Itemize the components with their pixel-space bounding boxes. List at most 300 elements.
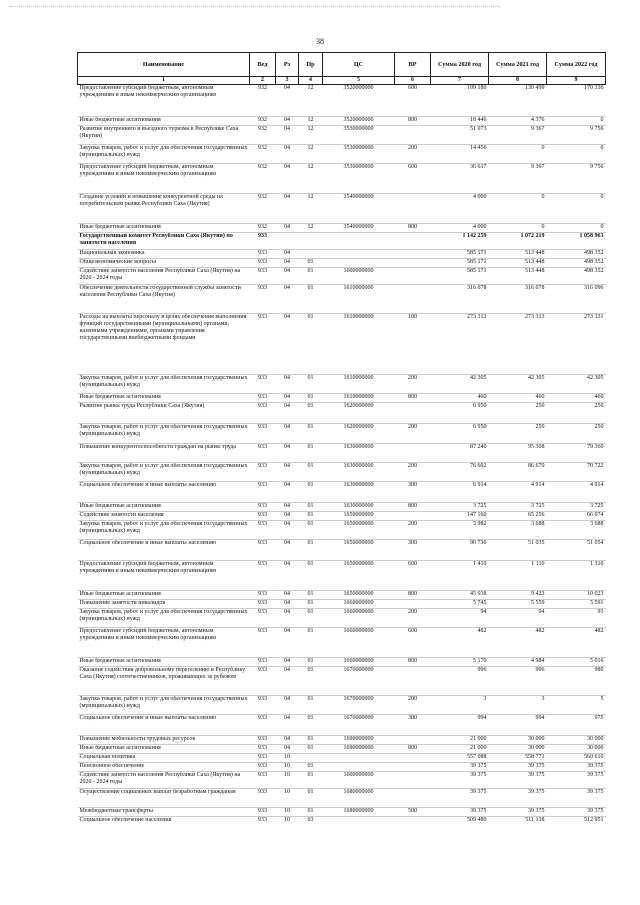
row-ved: 933 — [250, 754, 276, 763]
row-cs: 3540000000 — [323, 224, 395, 233]
row-sum-2021: 513 448 — [489, 250, 547, 259]
row-pr: 01 — [299, 503, 323, 512]
row-vr — [395, 789, 431, 808]
row-name: Повышение занятости инвалидов — [78, 600, 250, 609]
row-vr: 800 — [395, 591, 431, 600]
row-rz: 04 — [276, 482, 299, 503]
row-sum-2020: 585 171 — [431, 268, 489, 285]
row-vr: 800 — [395, 224, 431, 233]
row-sum-2021: 460 — [489, 394, 547, 403]
row-sum-2022: 3 725 — [547, 503, 606, 512]
row-sum-2021: 65 256 — [489, 512, 547, 521]
row-vr: 300 — [395, 540, 431, 561]
row-sum-2021: 513 448 — [489, 259, 547, 268]
row-name: Содействие занятости населения — [78, 512, 250, 521]
row-ved: 933 — [250, 817, 276, 826]
col-number: 2 — [250, 77, 276, 85]
row-rz: 10 — [276, 754, 299, 763]
row-sum-2022: 498 352 — [547, 268, 606, 285]
row-sum-2022: 5 591 — [547, 600, 606, 609]
row-pr: 12 — [299, 224, 323, 233]
row-sum-2022: 0 — [547, 194, 606, 224]
row-rz: 04 — [276, 375, 299, 394]
row-vr: 200 — [395, 696, 431, 715]
table-row — [78, 224, 606, 233]
row-cs: 3540000000 — [323, 194, 395, 224]
row-sum-2020: 557 088 — [431, 754, 489, 763]
table-row — [78, 591, 606, 600]
row-cs: 1660000000 — [323, 658, 395, 667]
table-row — [78, 503, 606, 512]
row-rz: 04 — [276, 85, 299, 117]
row-cs: 1670000000 — [323, 667, 395, 696]
row-sum-2021: 39 375 — [489, 789, 547, 808]
row-pr: 01 — [299, 591, 323, 600]
row-pr: 01 — [299, 482, 323, 503]
row-ved: 932 — [250, 117, 276, 126]
row-cs: 1600000000 — [323, 772, 395, 789]
col-number: 3 — [276, 77, 299, 85]
row-rz: 04 — [276, 117, 299, 126]
row-ved: 933 — [250, 736, 276, 745]
row-sum-2022: 273 331 — [547, 314, 606, 375]
row-sum-2020: 316 078 — [431, 285, 489, 314]
row-rz: 04 — [276, 609, 299, 628]
row-pr: 01 — [299, 268, 323, 285]
row-sum-2021: 316 078 — [489, 285, 547, 314]
row-name: Осуществление социальных выплат безработным гражданам — [78, 789, 250, 808]
col-header-vr: ВР — [395, 53, 431, 77]
row-sum-2022: 10 023 — [547, 591, 606, 600]
row-ved: 933 — [250, 561, 276, 591]
row-rz: 04 — [276, 696, 299, 715]
row-rz: 04 — [276, 667, 299, 696]
row-rz: 04 — [276, 145, 299, 164]
row-sum-2022: 30 000 — [547, 736, 606, 745]
row-ved: 933 — [250, 512, 276, 521]
row-name: Закупка товаров, работ и услуг для обеспечения государственных (муниципальных) нужд — [78, 696, 250, 715]
row-cs: 1650000000 — [323, 540, 395, 561]
row-ved: 933 — [250, 285, 276, 314]
row-name: Социальное обеспечение и иные выплаты населению — [78, 715, 250, 736]
row-vr: 600 — [395, 164, 431, 194]
row-pr: 01 — [299, 789, 323, 808]
row-cs: 1680000000 — [323, 808, 395, 817]
row-sum-2020: 94 — [431, 609, 489, 628]
row-name: Иные бюджетные ассигнования — [78, 658, 250, 667]
row-sum-2021: 250 — [489, 403, 547, 424]
row-name: Оказание содействия добровольному переселению в Республику Саха (Якутия) соотечественников, проживающих за рубежом — [78, 667, 250, 696]
row-vr — [395, 772, 431, 789]
row-ved: 933 — [250, 667, 276, 696]
row-vr — [395, 250, 431, 259]
row-vr: 600 — [395, 85, 431, 117]
table-row — [78, 808, 606, 817]
row-sum-2020: 39 375 — [431, 772, 489, 789]
row-ved: 933 — [250, 259, 276, 268]
table-row — [78, 117, 606, 126]
row-name: Повышение конкурентоспособности граждан на рынке труда — [78, 444, 250, 463]
row-rz: 10 — [276, 808, 299, 817]
row-vr: 200 — [395, 463, 431, 482]
row-ved: 932 — [250, 224, 276, 233]
row-sum-2022: 0 — [547, 224, 606, 233]
row-sum-2021: 30 000 — [489, 736, 547, 745]
row-sum-2021: 3 — [489, 696, 547, 715]
row-ved: 933 — [250, 591, 276, 600]
row-vr: 800 — [395, 117, 431, 126]
table-row — [78, 658, 606, 667]
row-sum-2021: 0 — [489, 194, 547, 224]
row-sum-2021: 482 — [489, 628, 547, 658]
row-ved: 933 — [250, 609, 276, 628]
row-name: Закупка товаров, работ и услуг для обеспечения государственных (муниципальных) нужд — [78, 145, 250, 164]
row-sum-2022: 498 352 — [547, 250, 606, 259]
row-pr: 01 — [299, 609, 323, 628]
row-pr: 12 — [299, 194, 323, 224]
row-sum-2020: 21 000 — [431, 745, 489, 754]
row-rz: 04 — [276, 561, 299, 591]
row-ved: 933 — [250, 540, 276, 561]
row-ved: 933 — [250, 808, 276, 817]
row-vr: 500 — [395, 808, 431, 817]
row-rz: 04 — [276, 285, 299, 314]
row-sum-2022: 51 054 — [547, 540, 606, 561]
row-rz: 04 — [276, 268, 299, 285]
row-cs: 1620000000 — [323, 424, 395, 444]
row-cs: 1630000000 — [323, 503, 395, 512]
row-cs — [323, 817, 395, 826]
row-sum-2020: 3 982 — [431, 521, 489, 540]
row-vr: 800 — [395, 503, 431, 512]
row-sum-2020: 1 410 — [431, 561, 489, 591]
row-sum-2022: 0 — [547, 145, 606, 164]
table-row — [78, 561, 606, 591]
row-sum-2021: 994 — [489, 715, 547, 736]
row-vr: 600 — [395, 561, 431, 591]
row-rz: 04 — [276, 715, 299, 736]
row-sum-2020: 147 160 — [431, 512, 489, 521]
row-sum-2020: 482 — [431, 628, 489, 658]
row-cs: 1650000000 — [323, 561, 395, 591]
row-name: Содействие занятости населения Республики Саха (Якутия) на 2020 - 2024 годы — [78, 268, 250, 285]
row-vr — [395, 817, 431, 826]
row-sum-2022: 70 722 — [547, 463, 606, 482]
row-sum-2021: 250 — [489, 424, 547, 444]
row-sum-2022: 250 — [547, 424, 606, 444]
row-sum-2022: 39 375 — [547, 772, 606, 789]
table-row — [78, 444, 606, 463]
row-sum-2021: 9 423 — [489, 591, 547, 600]
row-name: Предоставление субсидий бюджетным, автономным учреждениям и иным некоммерческим организациям — [78, 561, 250, 591]
row-vr — [395, 403, 431, 424]
row-sum-2021: 0 — [489, 224, 547, 233]
row-ved: 932 — [250, 145, 276, 164]
row-cs — [323, 250, 395, 259]
row-vr — [395, 763, 431, 772]
row-sum-2021: 9 367 — [489, 126, 547, 145]
row-pr: 12 — [299, 126, 323, 145]
row-name: Иные бюджетные ассигнования — [78, 503, 250, 512]
row-cs — [323, 259, 395, 268]
row-sum-2021: 9 367 — [489, 164, 547, 194]
row-ved: 933 — [250, 772, 276, 789]
row-vr — [395, 600, 431, 609]
column-number-row — [78, 77, 606, 85]
row-pr: 01 — [299, 512, 323, 521]
table-row — [78, 482, 606, 503]
row-name: Иные бюджетные ассигнования — [78, 745, 250, 754]
row-pr: 01 — [299, 394, 323, 403]
row-ved: 933 — [250, 424, 276, 444]
row-rz: 04 — [276, 314, 299, 375]
table-row — [78, 463, 606, 482]
table-row — [78, 233, 606, 250]
row-sum-2020: 14 456 — [431, 145, 489, 164]
row-sum-2021: 513 448 — [489, 268, 547, 285]
row-cs: 1610000000 — [323, 285, 395, 314]
row-sum-2021: 0 — [489, 145, 547, 164]
row-sum-2022: 512 951 — [547, 817, 606, 826]
table-row — [78, 375, 606, 394]
row-vr: 800 — [395, 394, 431, 403]
row-rz: 04 — [276, 394, 299, 403]
table-row — [78, 194, 606, 224]
row-pr: 03 — [299, 817, 323, 826]
row-sum-2020: 6 950 — [431, 424, 489, 444]
row-vr — [395, 444, 431, 463]
row-name: Содействие занятости населения Республики Саха (Якутия) на 2020 - 2024 годы — [78, 772, 250, 789]
row-sum-2021: 4 376 — [489, 117, 547, 126]
row-sum-2020: 585 171 — [431, 250, 489, 259]
row-sum-2020: 585 171 — [431, 259, 489, 268]
row-rz: 04 — [276, 164, 299, 194]
row-name: Закупка товаров, работ и услуг для обеспечения государственных (муниципальных) нужд — [78, 609, 250, 628]
row-sum-2020: 36 617 — [431, 164, 489, 194]
row-sum-2020: 39 375 — [431, 789, 489, 808]
row-cs: 1630000000 — [323, 444, 395, 463]
row-sum-2020: 6 914 — [431, 482, 489, 503]
row-rz: 10 — [276, 772, 299, 789]
row-sum-2020: 4 000 — [431, 224, 489, 233]
col-header-sum-2022: Сумма 2022 год — [547, 53, 606, 77]
row-sum-2020: 42 305 — [431, 375, 489, 394]
row-vr — [395, 126, 431, 145]
row-pr: 01 — [299, 772, 323, 789]
row-sum-2022: 975 — [547, 715, 606, 736]
row-rz: 10 — [276, 789, 299, 808]
row-vr: 600 — [395, 628, 431, 658]
row-rz: 04 — [276, 628, 299, 658]
row-rz: 04 — [276, 403, 299, 424]
row-cs: 1630000000 — [323, 463, 395, 482]
row-cs: 1650000000 — [323, 591, 395, 600]
row-rz: 04 — [276, 658, 299, 667]
row-name: Закупка товаров, работ и услуг для обеспечения государственных (муниципальных) нужд — [78, 521, 250, 540]
row-name: Общеэкономические вопросы — [78, 259, 250, 268]
row-pr: 01 — [299, 745, 323, 754]
row-pr — [299, 233, 323, 250]
row-name: Повышение мобильности трудовых ресурсов — [78, 736, 250, 745]
row-name: Предоставление субсидий бюджетным, автономным учреждениям и иным некоммерческим организациям — [78, 85, 250, 117]
row-cs: 1600000000 — [323, 268, 395, 285]
row-sum-2022: 9 756 — [547, 164, 606, 194]
table-row — [78, 250, 606, 259]
row-sum-2020: 3 725 — [431, 503, 489, 512]
row-sum-2020: 996 — [431, 667, 489, 696]
row-ved: 933 — [250, 482, 276, 503]
row-name: Иные бюджетные ассигнования — [78, 591, 250, 600]
col-number: 6 — [395, 77, 431, 85]
row-pr: 01 — [299, 600, 323, 609]
row-name: Закупка товаров, работ и услуг для обеспечения государственных (муниципальных) нужд — [78, 375, 250, 394]
row-name: Социальная политика — [78, 754, 250, 763]
col-number: 9 — [547, 77, 606, 85]
row-rz: 04 — [276, 745, 299, 754]
row-sum-2021: 39 375 — [489, 772, 547, 789]
row-sum-2022: 498 352 — [547, 259, 606, 268]
row-vr: 200 — [395, 609, 431, 628]
row-cs: 1670000000 — [323, 696, 395, 715]
row-cs: 1660000000 — [323, 600, 395, 609]
row-sum-2021: 4 984 — [489, 658, 547, 667]
row-sum-2021: 86 670 — [489, 463, 547, 482]
row-pr: 12 — [299, 85, 323, 117]
row-name: Расходы на выплаты персоналу в целях обеспечения выполнения функций государственными (муниципальными) органами, казенными учреждениями, органами управления государственными внебюджетными фондами — [78, 314, 250, 375]
row-vr — [395, 285, 431, 314]
row-sum-2020: 96 730 — [431, 540, 489, 561]
row-rz: 04 — [276, 521, 299, 540]
row-sum-2022: 66 074 — [547, 512, 606, 521]
row-cs: 3530000000 — [323, 145, 395, 164]
row-cs: 3530000000 — [323, 126, 395, 145]
row-pr: 01 — [299, 696, 323, 715]
row-sum-2022: 482 — [547, 628, 606, 658]
table-row — [78, 540, 606, 561]
row-sum-2020: 199 180 — [431, 85, 489, 117]
table-row — [78, 600, 606, 609]
row-sum-2022: 316 096 — [547, 285, 606, 314]
row-ved: 933 — [250, 745, 276, 754]
table-row — [78, 164, 606, 194]
table-row — [78, 403, 606, 424]
row-name: Закупка товаров, работ и услуг для обеспечения государственных (муниципальных) нужд — [78, 424, 250, 444]
row-ved: 933 — [250, 715, 276, 736]
col-header-name: Наименование — [78, 53, 250, 77]
row-sum-2020: 3 — [431, 696, 489, 715]
row-rz: 04 — [276, 540, 299, 561]
row-ved: 933 — [250, 250, 276, 259]
row-name: Социальное обеспечение и иные выплаты населению — [78, 482, 250, 503]
row-sum-2021: 3 725 — [489, 503, 547, 512]
row-rz: 04 — [276, 600, 299, 609]
row-cs: 1690000000 — [323, 745, 395, 754]
row-sum-2022: 1 058 963 — [547, 233, 606, 250]
row-sum-2020: 5 745 — [431, 600, 489, 609]
row-ved: 933 — [250, 521, 276, 540]
table-row — [78, 512, 606, 521]
row-rz: 04 — [276, 424, 299, 444]
row-name: Закупка товаров, работ и услуг для обеспечения государственных (муниципальных) нужд — [78, 463, 250, 482]
row-rz: 04 — [276, 512, 299, 521]
row-ved: 933 — [250, 444, 276, 463]
row-cs: 3530000000 — [323, 164, 395, 194]
row-vr: 800 — [395, 745, 431, 754]
row-ved: 933 — [250, 628, 276, 658]
table-row — [78, 745, 606, 754]
row-ved: 932 — [250, 194, 276, 224]
col-number: 8 — [489, 77, 547, 85]
row-cs: 1610000000 — [323, 314, 395, 375]
row-pr — [299, 754, 323, 763]
row-vr: 800 — [395, 658, 431, 667]
row-ved: 933 — [250, 394, 276, 403]
table-row — [78, 754, 606, 763]
table-row — [78, 609, 606, 628]
row-sum-2021: 558 771 — [489, 754, 547, 763]
row-cs: 1650000000 — [323, 512, 395, 521]
row-sum-2022: 250 — [547, 403, 606, 424]
row-sum-2022: 3 688 — [547, 521, 606, 540]
col-number: 1 — [78, 77, 250, 85]
row-ved: 933 — [250, 696, 276, 715]
row-sum-2020: 5 170 — [431, 658, 489, 667]
row-sum-2020: 45 038 — [431, 591, 489, 600]
row-sum-2022: 1 310 — [547, 561, 606, 591]
row-name: Социальное обеспечение населения — [78, 817, 250, 826]
row-vr — [395, 194, 431, 224]
table-row — [78, 628, 606, 658]
row-pr: 01 — [299, 521, 323, 540]
row-sum-2022: 42 305 — [547, 375, 606, 394]
row-pr: 01 — [299, 540, 323, 561]
row-name: Иные бюджетные ассигнования — [78, 224, 250, 233]
row-vr — [395, 667, 431, 696]
row-sum-2020: 6 950 — [431, 403, 489, 424]
row-pr: 01 — [299, 444, 323, 463]
row-pr: 01 — [299, 808, 323, 817]
row-vr: 200 — [395, 521, 431, 540]
row-pr: 01 — [299, 259, 323, 268]
col-number: 4 — [299, 77, 323, 85]
row-sum-2021: 4 914 — [489, 482, 547, 503]
row-ved: 933 — [250, 763, 276, 772]
row-sum-2020: 76 602 — [431, 463, 489, 482]
row-sum-2021: 130 499 — [489, 85, 547, 117]
row-vr: 200 — [395, 375, 431, 394]
col-header-sum-2020: Сумма 2020 год — [431, 53, 489, 77]
row-sum-2020: 39 375 — [431, 808, 489, 817]
row-pr: 01 — [299, 667, 323, 696]
row-pr: 12 — [299, 117, 323, 126]
table-header-row — [78, 53, 606, 77]
row-pr: 01 — [299, 715, 323, 736]
row-ved: 933 — [250, 789, 276, 808]
row-sum-2021: 30 000 — [489, 745, 547, 754]
row-sum-2022: 4 914 — [547, 482, 606, 503]
row-pr: 01 — [299, 403, 323, 424]
row-sum-2022: 0 — [547, 117, 606, 126]
row-rz: 04 — [276, 250, 299, 259]
row-vr — [395, 512, 431, 521]
table-row — [78, 667, 606, 696]
row-rz — [276, 233, 299, 250]
row-rz: 04 — [276, 126, 299, 145]
row-name: Пенсионное обеспечение — [78, 763, 250, 772]
col-header-rz: Рз — [276, 53, 299, 77]
col-number: 5 — [323, 77, 395, 85]
row-rz: 10 — [276, 763, 299, 772]
